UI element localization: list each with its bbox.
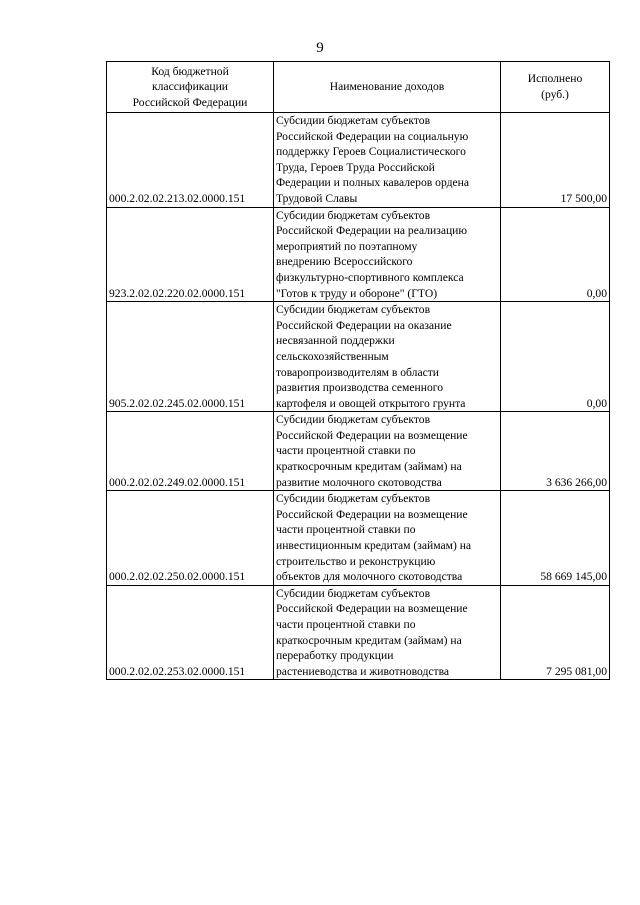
row-amount: 3 636 266,00 (501, 412, 610, 491)
row-name: Субсидии бюджетам субъектов Российской Федерации на возмещение части процентной ставки по краткосрочным кредитам (займам) на развитие молочного скотоводства (274, 412, 501, 491)
table-header-row (107, 62, 610, 113)
row-amount: 0,00 (501, 207, 610, 302)
row-name: Субсидии бюджетам субъектов Российской Федерации на реализацию мероприятий по поэтапному внедрению Всероссийского физкультурно-спортивного комплекса "Готов к труду и обороне" (ГТО) (274, 207, 501, 302)
table-row (107, 207, 610, 302)
row-name: Субсидии бюджетам субъектов Российской Федерации на оказание несвязанной поддержки сельскохозяйственным товаропроизводителям в области развития производства семенного картофеля и овощей открытого грунта (274, 302, 501, 412)
page-number: 9 (316, 40, 324, 56)
table-row (107, 491, 610, 586)
row-name: Субсидии бюджетам субъектов Российской Федерации на возмещение части процентной ставки по инвестиционным кредитам (займам) на строительство и реконструкцию объектов для молочного скотоводства (274, 491, 501, 586)
table-row (107, 412, 610, 491)
table-row (107, 585, 610, 680)
table-row (107, 302, 610, 412)
table-row (107, 113, 610, 208)
header-code: Код бюджетной классификации Российской Федерации (107, 62, 274, 113)
row-code: 923.2.02.02.220.02.0000.151 (107, 207, 274, 302)
row-amount: 58 669 145,00 (501, 491, 610, 586)
row-code: 000.2.02.02.253.02.0000.151 (107, 585, 274, 680)
row-code: 905.2.02.02.245.02.0000.151 (107, 302, 274, 412)
row-name: Субсидии бюджетам субъектов Российской Федерации на возмещение части процентной ставки по краткосрочным кредитам (займам) на переработку продукции растениеводства и животноводства (274, 585, 501, 680)
row-code: 000.2.02.02.249.02.0000.151 (107, 412, 274, 491)
row-name: Субсидии бюджетам субъектов Российской Федерации на социальную поддержку Героев Социалистического Труда, Героев Труда Российской Федерации и полных кавалеров ордена Трудовой Славы (274, 113, 501, 208)
row-amount: 17 500,00 (501, 113, 610, 208)
row-amount: 7 295 081,00 (501, 585, 610, 680)
header-name: Наименование доходов (274, 62, 501, 113)
header-amount: Исполнено (руб.) (501, 62, 610, 113)
row-code: 000.2.02.02.213.02.0000.151 (107, 113, 274, 208)
row-code: 000.2.02.02.250.02.0000.151 (107, 491, 274, 586)
budget-revenue-table (106, 61, 610, 680)
row-amount: 0,00 (501, 302, 610, 412)
